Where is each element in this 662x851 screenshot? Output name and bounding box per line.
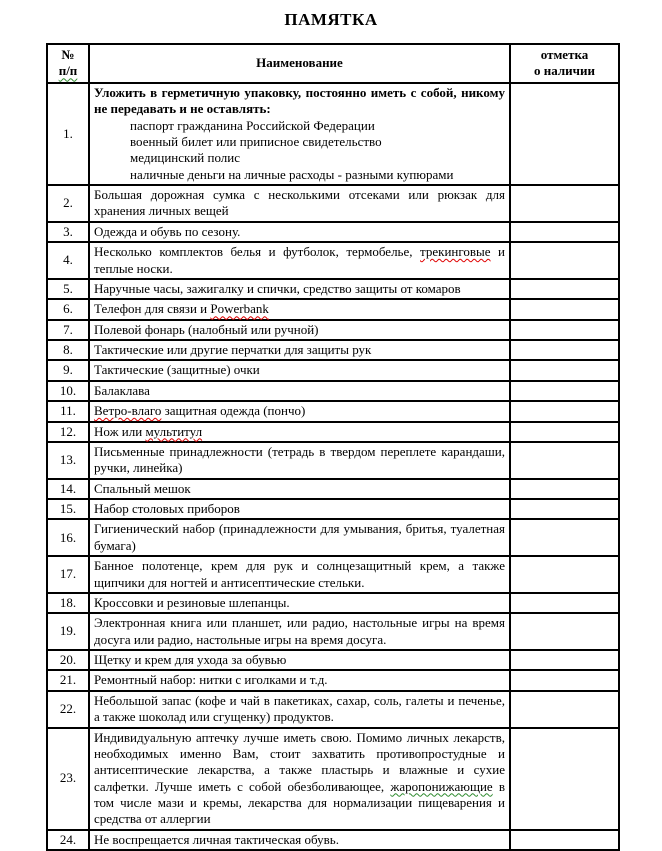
row-mark-cell [510, 242, 619, 279]
memo-table [46, 43, 620, 851]
row-name-cell [89, 728, 510, 830]
row-mark-cell [510, 222, 619, 242]
row-number-cell: 13. [47, 442, 89, 479]
row-name-cell [89, 222, 510, 242]
row-mark-cell [510, 442, 619, 479]
row-number-cell: 22. [47, 691, 89, 728]
row-number-cell: 5. [47, 279, 89, 299]
row-text: Тактические или другие перчатки для защиты рук [94, 342, 372, 357]
row-text: Тактические (защитные) очки [94, 362, 260, 378]
header-mark-cell [510, 44, 619, 83]
row-number-cell: 11. [47, 401, 89, 421]
spellcheck-flagged-word: Ветро-влаго [94, 403, 162, 419]
row-name-cell [89, 185, 510, 222]
table-row [47, 185, 619, 222]
row-mark-cell [510, 728, 619, 830]
table-row [47, 613, 619, 650]
row-name-cell [89, 242, 510, 279]
row-name-cell [89, 320, 510, 340]
row-number-cell: 8. [47, 340, 89, 360]
row-text: Наручные часы, зажигалку и спички, средство защиты от комаров [94, 280, 461, 296]
row-mark-cell [510, 593, 619, 613]
row-text: Несколько комплектов белья и футболок, термобелье, [94, 244, 421, 260]
row-name-cell [89, 422, 510, 442]
row-number-cell: 23. [47, 728, 89, 830]
row-text: и теплые носки. [94, 244, 505, 276]
page-title: ПАМЯТКА [284, 10, 378, 29]
row-text: Электронная книга или планшет, или радио, настольные игры на время досуга или радио, настольные игры на время досуга. [94, 615, 505, 647]
row-mark-cell [510, 279, 619, 299]
row-number-cell: 7. [47, 320, 89, 340]
table-row [47, 650, 619, 670]
row-text: Индивидуальную аптечку лучше иметь свою. Помимо личных лекарств, необходимых именно Вам, стоит захватить противопростудные и антисептические лекарства, а также пластырь и влажные и сухие салфетки. Лучше иметь с собой обезболивающее, [94, 729, 505, 794]
row-name-cell [89, 830, 510, 850]
header-num-line2: п/п [58, 63, 78, 79]
row-number-cell: 24. [47, 830, 89, 850]
row-name-cell [89, 650, 510, 670]
row-number-cell: 17. [47, 556, 89, 593]
row-subitem: паспорт гражданина Российской Федерации [130, 117, 375, 133]
spellcheck-flagged-word: Powerbank [210, 301, 269, 317]
table-row [47, 556, 619, 593]
row-number-cell: 16. [47, 519, 89, 556]
header-row [47, 44, 619, 83]
row-number-cell: 3. [47, 222, 89, 242]
table-row [47, 728, 619, 830]
document-page [0, 10, 662, 851]
row-mark-cell [510, 422, 619, 442]
header-mark-line1: отметка [540, 47, 589, 62]
row-number-cell: 21. [47, 670, 89, 690]
header-num-cell [47, 44, 89, 83]
table-row [47, 691, 619, 728]
row-mark-cell [510, 691, 619, 728]
grammar-flagged-word: жаропонижающие [390, 778, 493, 794]
row-text: Большая дорожная сумка с несколькими отсеками или рюкзак для хранения личных вещей [94, 187, 505, 219]
row-mark-cell [510, 650, 619, 670]
row-text: Небольшой запас (кофе и чай в пакетиках, сахар, соль, галеты и печенье, а также шоколад или сгущенку) продуктов. [94, 692, 505, 725]
row-number-cell: 12. [47, 422, 89, 442]
row-number-cell: 20. [47, 650, 89, 670]
row-number-cell: 15. [47, 499, 89, 519]
row-mark-cell [510, 830, 619, 850]
table-row [47, 442, 619, 479]
row-text: защитная одежда (пончо) [161, 403, 306, 419]
row-text: Не воспрещается личная тактическая обувь. [94, 831, 339, 847]
row-mark-cell [510, 556, 619, 593]
header-num-line1: № [61, 47, 75, 62]
row-name-cell [89, 479, 510, 499]
row-name-cell [89, 83, 510, 185]
row-text: Балаклава [94, 382, 150, 398]
row-mark-cell [510, 299, 619, 319]
row-name-cell [89, 593, 510, 613]
row-name-cell [89, 613, 510, 650]
table-row [47, 340, 619, 360]
table-row [47, 830, 619, 850]
row-name-cell [89, 299, 510, 319]
row-text: Спальный мешок [94, 480, 191, 496]
row-mark-cell [510, 499, 619, 519]
row-mark-cell [510, 185, 619, 222]
row-number-cell: 4. [47, 242, 89, 279]
row-subitem: военный билет или приписное свидетельство [130, 133, 382, 149]
row-mark-cell [510, 83, 619, 185]
row-text: в том числе мази и кремы, лекарства для нормализации пищеварения и средства от аллергии [94, 778, 505, 827]
row-text: Гигиенический набор (принадлежности для умывания, бритья, туалетная бумага) [94, 521, 505, 553]
row-text: Нож или [94, 423, 146, 439]
table-row [47, 401, 619, 421]
row-intro-text: Уложить в герметичную упаковку, постоянно иметь с собой, никому не передавать и не оставлять: [94, 84, 505, 117]
table-body [47, 83, 619, 850]
row-subitem: наличные деньги на личные расходы - разными купюрами [130, 166, 454, 182]
row-name-cell [89, 556, 510, 593]
row-text: Набор столовых приборов [94, 501, 240, 516]
table-row [47, 320, 619, 340]
header-name-cell: Наименование [89, 44, 510, 83]
row-number-cell: 14. [47, 479, 89, 499]
row-text: Одежда и обувь по сезону. [94, 223, 241, 239]
row-number-cell: 9. [47, 360, 89, 380]
row-mark-cell [510, 613, 619, 650]
row-number-cell: 6. [47, 299, 89, 319]
row-name-cell [89, 279, 510, 299]
row-mark-cell [510, 381, 619, 401]
row-name-cell [89, 691, 510, 728]
table-row [47, 670, 619, 690]
row-number-cell: 18. [47, 593, 89, 613]
table-row [47, 381, 619, 401]
row-number-cell: 2. [47, 185, 89, 222]
row-mark-cell [510, 401, 619, 421]
spellcheck-flagged-word: мультитул [145, 423, 203, 439]
row-name-cell [89, 360, 510, 380]
row-mark-cell [510, 340, 619, 360]
row-name-cell [89, 519, 510, 556]
row-mark-cell [510, 519, 619, 556]
row-name-cell [89, 442, 510, 479]
row-text: Телефон для связи и [94, 301, 211, 317]
row-text: Кроссовки и резиновые шлепанцы. [94, 594, 290, 610]
table-row [47, 83, 619, 185]
table-row [47, 279, 619, 299]
row-text: Полевой фонарь (налобный или ручной) [94, 321, 319, 337]
row-mark-cell [510, 320, 619, 340]
table-row [47, 242, 619, 279]
row-name-cell [89, 381, 510, 401]
table-row [47, 499, 619, 519]
row-text: Банное полотенце, крем для рук и солнцезащитный крем, а также щипчики для ногтей и антисептические стельки. [94, 558, 505, 590]
table-row [47, 593, 619, 613]
row-mark-cell [510, 360, 619, 380]
row-mark-cell [510, 479, 619, 499]
table-row [47, 519, 619, 556]
row-text: Письменные принадлежности (тетрадь в твердом переплете карандаши, ручки, линейка) [94, 443, 505, 476]
spellcheck-flagged-word: трекинговые [420, 244, 491, 260]
row-number-cell: 1. [47, 83, 89, 185]
table-row [47, 222, 619, 242]
table-row [47, 422, 619, 442]
row-number-cell: 19. [47, 613, 89, 650]
row-subitem: медицинский полис [130, 150, 241, 166]
row-name-cell [89, 670, 510, 690]
header-mark-line2: о наличии [534, 63, 595, 79]
row-text: Щетку и крем для ухода за обувью [94, 652, 287, 667]
table-row [47, 299, 619, 319]
row-name-cell [89, 340, 510, 360]
row-number-cell: 10. [47, 381, 89, 401]
table-row [47, 360, 619, 380]
row-mark-cell [510, 670, 619, 690]
row-name-cell [89, 401, 510, 421]
row-name-cell [89, 499, 510, 519]
table-row [47, 479, 619, 499]
row-text: Ремонтный набор: нитки с иголками и т.д. [94, 672, 328, 688]
